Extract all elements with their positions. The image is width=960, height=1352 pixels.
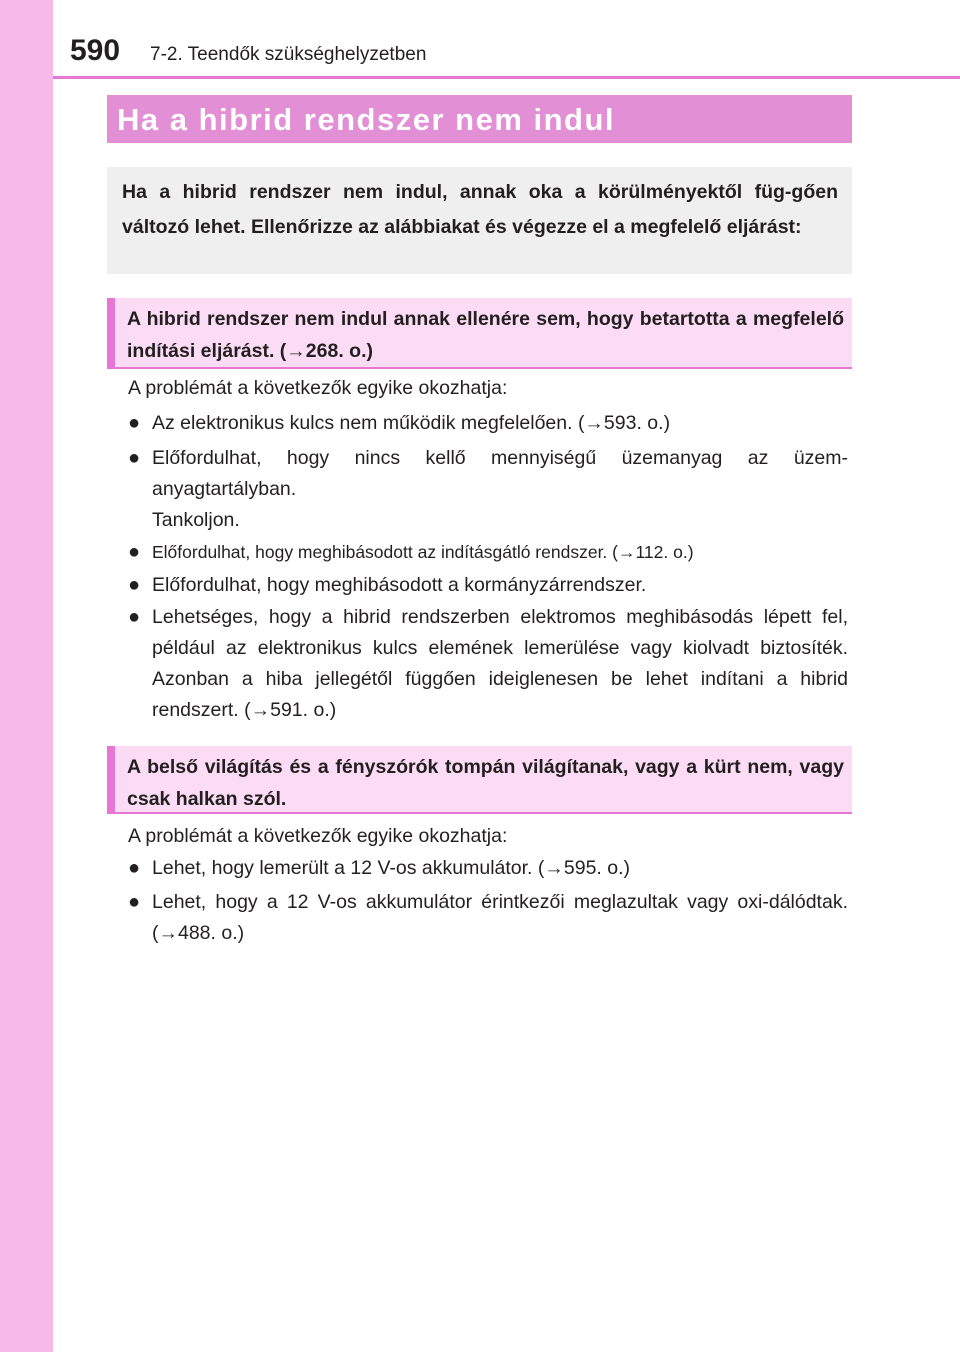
section-heading-1: A hibrid rendszer nem indul annak ellenére sem, hogy betartotta a megfelelő indítási eljárást. (→268. o.) [107, 298, 852, 369]
bullet-icon: ● [128, 606, 141, 628]
list-item [128, 537, 848, 568]
section-heading-2: A belső világítás és a fényszórók tompán világítanak, vagy a kürt nem, vagy csak halkan szól. [107, 746, 852, 814]
list-item-subtext: Tankoljon. [152, 509, 240, 531]
list-item [128, 443, 848, 536]
list-item [128, 570, 848, 601]
list-item-text: Előfordulhat, hogy nincs kellő mennyiségű üzemanyag az üzem-anyagtartályban. [152, 447, 848, 500]
list-item-text: Lehetséges, hogy a hibrid rendszerben elektromos meghibásodás lépett fel, például az elektronikus kulcs elemének lemerülése vagy kiolvadt biztosíték. Azonban a hiba jellegétől függően ideiglenesen be lehet indítani a hibrid rendszert. (→591. o.) [152, 606, 848, 721]
list-item [128, 408, 848, 439]
list-item-text: Lehet, hogy lemerült a 12 V-os akkumulátor. (→595. o.) [152, 857, 631, 879]
list-item-text: Előfordulhat, hogy meghibásodott az indításgátló rendszer. (→112. o.) [152, 542, 694, 562]
bullet-icon: ● [128, 412, 141, 434]
title-banner [107, 95, 852, 143]
list-item [128, 887, 848, 949]
page-number: 590 [70, 34, 121, 67]
section-1-lead: A problémát a következők egyike okozhatja: [128, 377, 508, 399]
bullet-icon: ● [128, 541, 141, 563]
page-title: Ha a hibrid rendszer nem indul [117, 102, 616, 137]
intro-box: Ha a hibrid rendszer nem indul, annak oka a körülményektől füg-gően változó lehet. Ellenőrizze az alábbiakat és végezze el a megfelelő eljárást: [107, 167, 852, 274]
bullet-icon: ● [128, 574, 141, 596]
list-item [128, 602, 848, 726]
chapter-tab-strip [0, 0, 53, 1352]
bullet-icon: ● [128, 891, 141, 913]
running-header: 7-2. Teendők szükséghelyzetben [150, 44, 427, 65]
list-item-text: Az elektronikus kulcs nem működik megfelelően. (→593. o.) [152, 412, 671, 434]
bullet-icon: ● [128, 447, 141, 469]
bullet-icon: ● [128, 857, 141, 879]
list-item-text: Előfordulhat, hogy meghibásodott a kormányzárrendszer. [152, 574, 647, 596]
list-item-text: Lehet, hogy a 12 V-os akkumulátor érintkezői meglazultak vagy oxi-dálódtak. (→488. o.) [152, 891, 848, 944]
list-item [128, 853, 848, 884]
header-rule [53, 76, 960, 79]
section-2-lead: A problémát a következők egyike okozhatja: [128, 825, 508, 847]
